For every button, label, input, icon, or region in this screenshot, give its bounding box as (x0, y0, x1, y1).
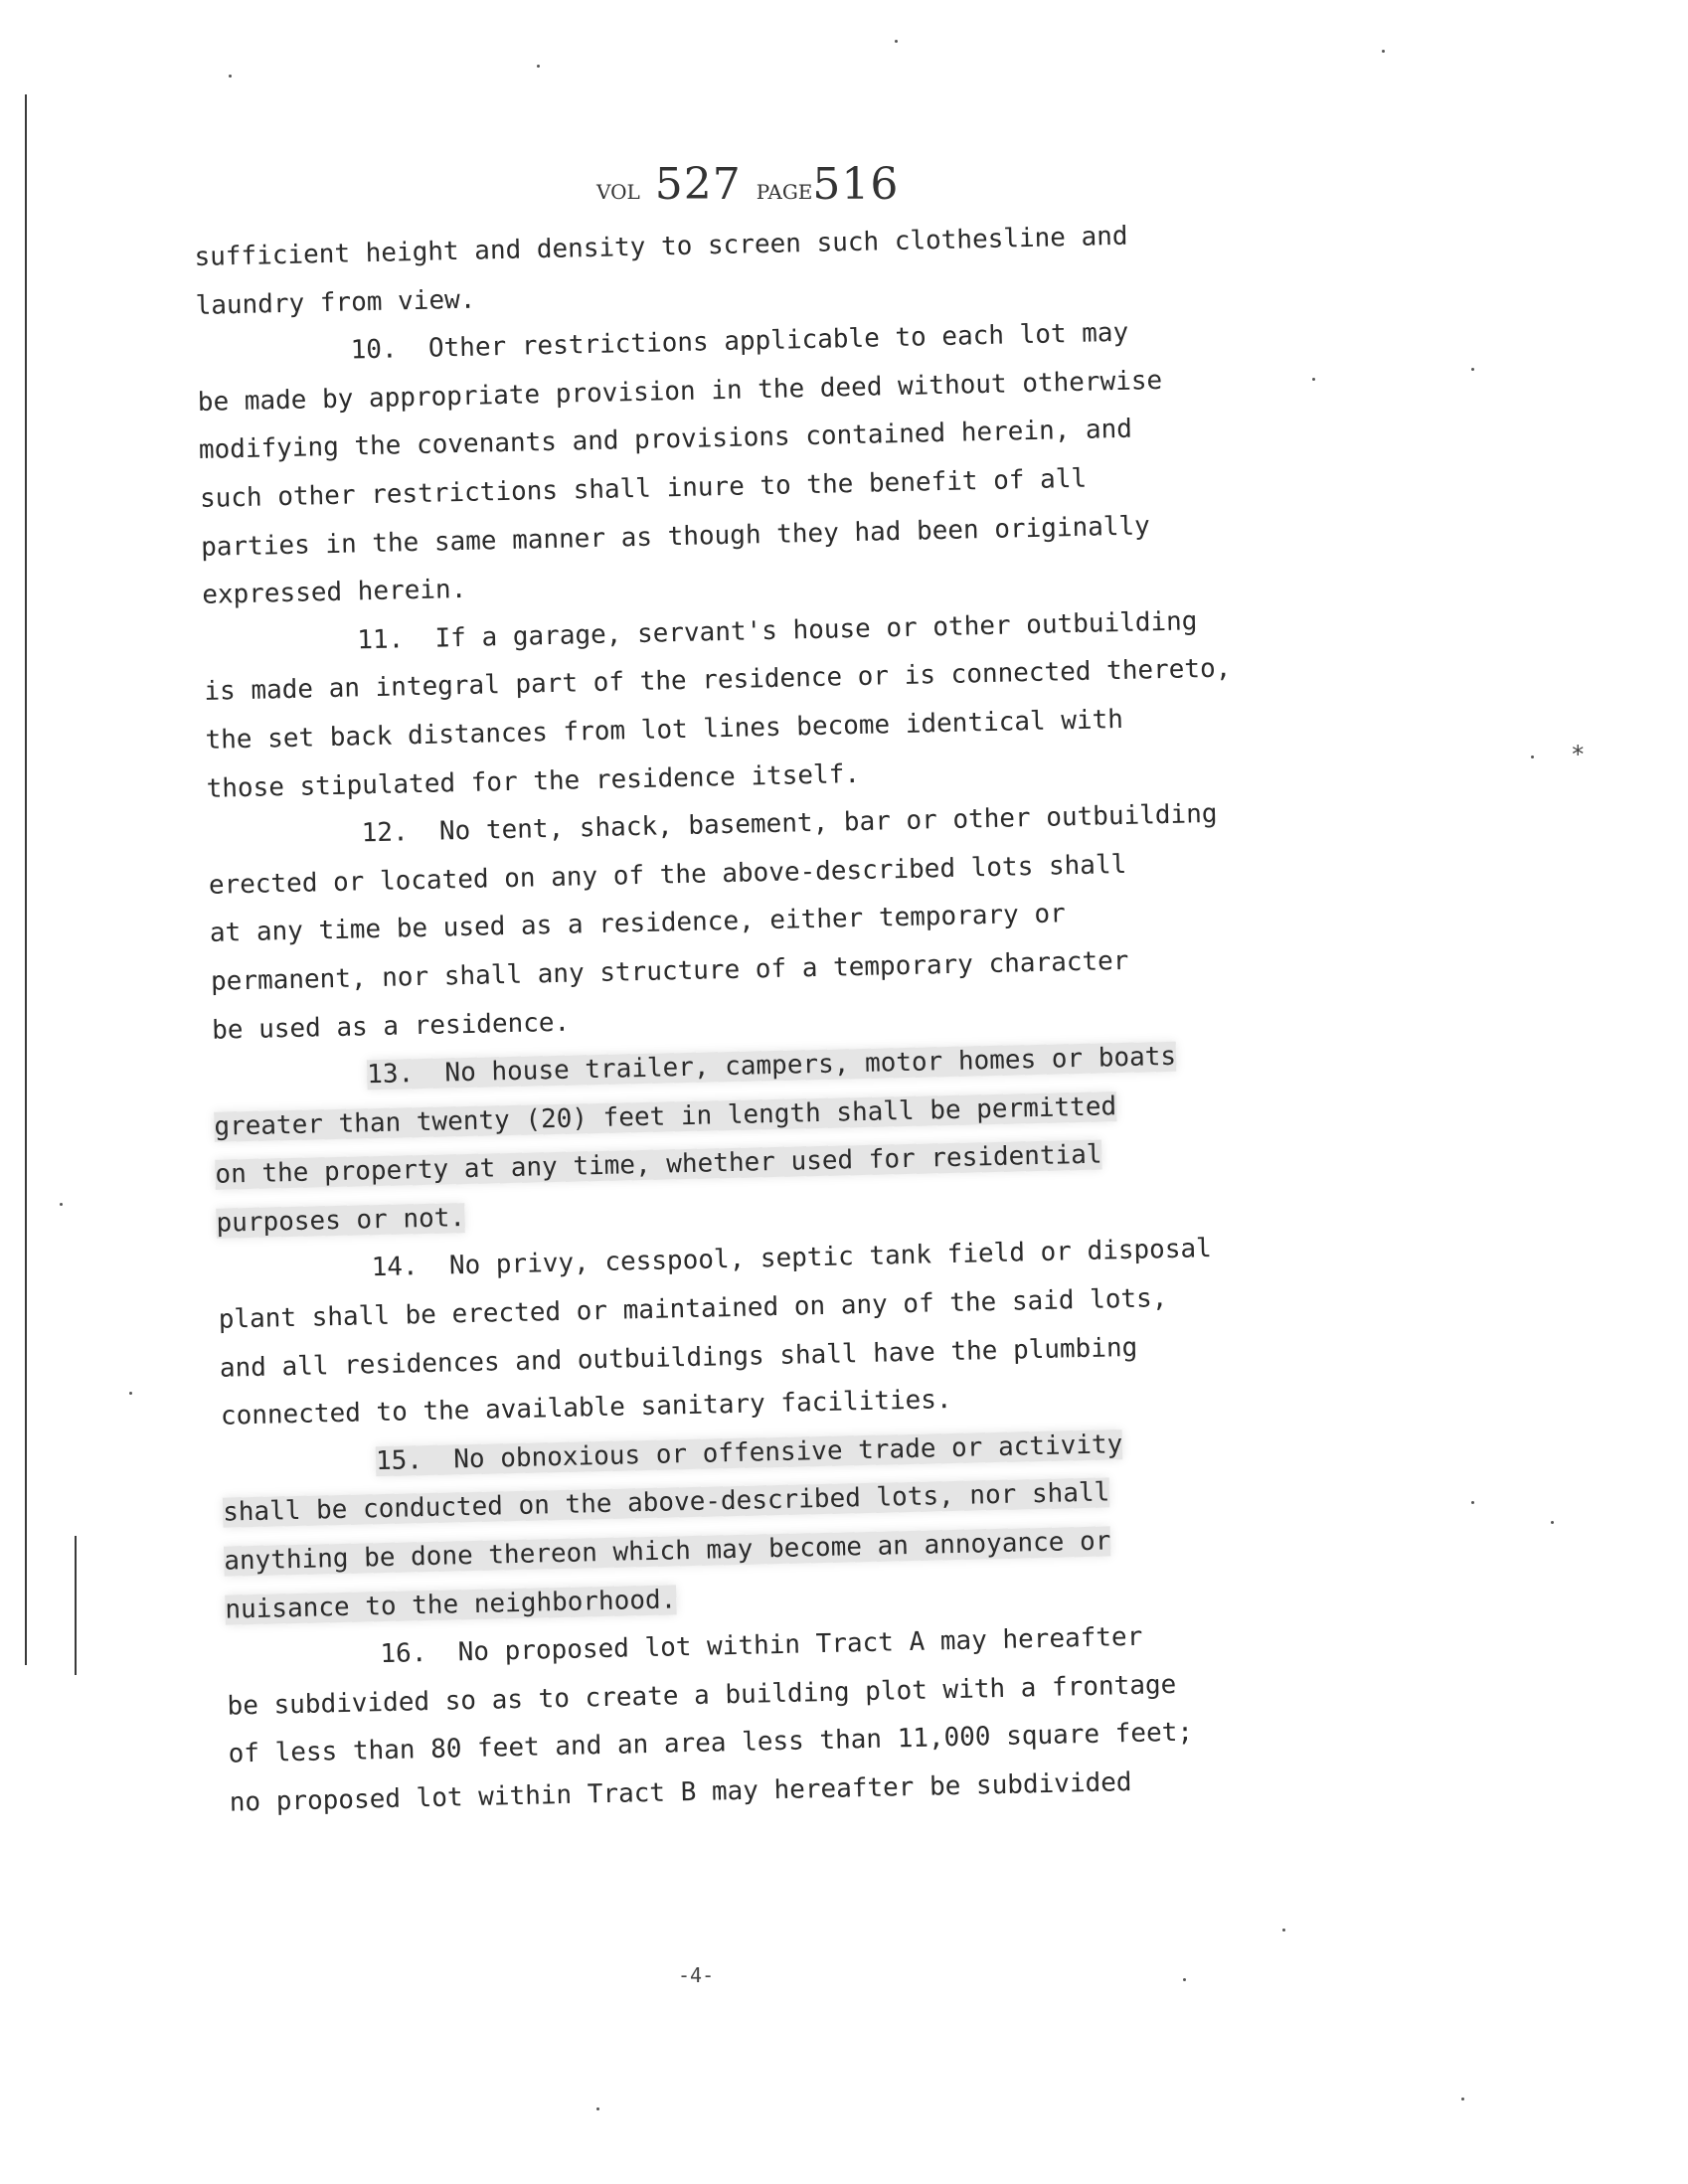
text-line-content: those stipulated for the residence itself. (206, 758, 861, 804)
text-line-content: shall be conducted on the above-described lots, nor shall (222, 1477, 1110, 1529)
text-line-content: sufficient height and density to screen such clothesline and (194, 221, 1128, 272)
text-line-content: be made by appropriate provision in the deed without otherwise (197, 365, 1163, 418)
text-line-content: erected or located on any of the above-described lots shall (208, 849, 1127, 901)
scan-speck (596, 2107, 599, 2110)
text-line-content: expressed herein. (201, 575, 467, 611)
text-line-content: of less than 80 feet and an area less than 11,000 square feet; (228, 1717, 1194, 1770)
scan-speck (1312, 378, 1315, 381)
volume-page-stamp (596, 159, 899, 210)
text-line-content: at any time be used as a residence, either temporary or (209, 899, 1067, 949)
text-line-content: such other restrictions shall inure to the benefit of all (199, 463, 1088, 514)
text-line-content: parties in the same manner as though they had been originally (200, 510, 1151, 563)
text-line-content: 12. No tent, shack, basement, bar or other outbuilding (361, 798, 1218, 849)
text-line-content: is made an integral part of the residence or is connected thereto, (204, 653, 1232, 708)
text-line-content: laundry from view. (195, 284, 476, 321)
vol-label: VOL (596, 180, 640, 204)
page-label: PAGE (756, 180, 813, 204)
text-line-content: no proposed lot within Tract B may hereafter be subdivided (229, 1766, 1132, 1818)
text-line-content: 15. No obnoxious or offensive trade or activity (375, 1428, 1123, 1477)
text-line-content: 16. No proposed lot within Tract A may hereafter (380, 1621, 1143, 1670)
page-number-stamp: 516 (812, 159, 900, 210)
scan-speck (60, 1203, 63, 1206)
text-line-content: be used as a residence. (211, 1007, 571, 1046)
text-line-content: 13. No house trailer, campers, motor homes or boats (366, 1041, 1177, 1091)
text-line-content: the set back distances from lot lines become identical with (205, 704, 1124, 756)
footer-page-number: -4- (678, 1963, 715, 1987)
scan-speck (1382, 50, 1385, 53)
scan-edge-line (25, 94, 27, 1665)
scan-speck (1282, 1929, 1285, 1932)
text-line-content: on the property at any time, whether used for residential (215, 1139, 1102, 1191)
text-line-content: nuisance to the neighborhood. (225, 1584, 677, 1625)
scan-speck (229, 75, 232, 78)
scan-speck (1471, 1501, 1474, 1504)
text-line-content: 14. No privy, cesspool, septic tank field or disposal (371, 1234, 1213, 1283)
text-line-content: plant shall be erected or maintained on any of the said lots, (218, 1283, 1168, 1335)
scan-edge-line-lower (75, 1536, 77, 1675)
text-line-content: permanent, nor shall any structure of a temporary character (210, 945, 1129, 997)
deed-body-text (194, 211, 1244, 1827)
margin-mark: * (1571, 741, 1586, 768)
vol-number: 527 (654, 159, 742, 210)
text-line-content: modifying the covenants and provisions contained herein, and (198, 415, 1133, 466)
scan-speck (1461, 2098, 1464, 2100)
text-line-content: greater than twenty (20) feet in length shall be permitted (214, 1091, 1117, 1142)
scan-speck (1551, 1521, 1554, 1524)
text-line-content: purposes or not. (216, 1202, 466, 1239)
text-line-content: connected to the available sanitary facilities. (220, 1385, 952, 1431)
text-line-content: and all residences and outbuildings shall have the plumbing (219, 1332, 1138, 1384)
scan-speck (1471, 368, 1474, 371)
scan-speck (129, 1392, 132, 1395)
text-line-content: anything be done thereon which may become an annoyance or (223, 1526, 1111, 1577)
text-line-content: 11. If a garage, servant's house or other outbuilding (356, 605, 1198, 656)
scan-speck (1531, 756, 1534, 758)
text-line-content: be subdivided so as to create a building plot with a frontage (227, 1669, 1177, 1722)
scan-speck (895, 40, 898, 43)
scan-speck (1183, 1978, 1186, 1981)
text-line-content: 10. Other restrictions applicable to each lot may (350, 317, 1129, 366)
scan-speck (537, 65, 540, 68)
